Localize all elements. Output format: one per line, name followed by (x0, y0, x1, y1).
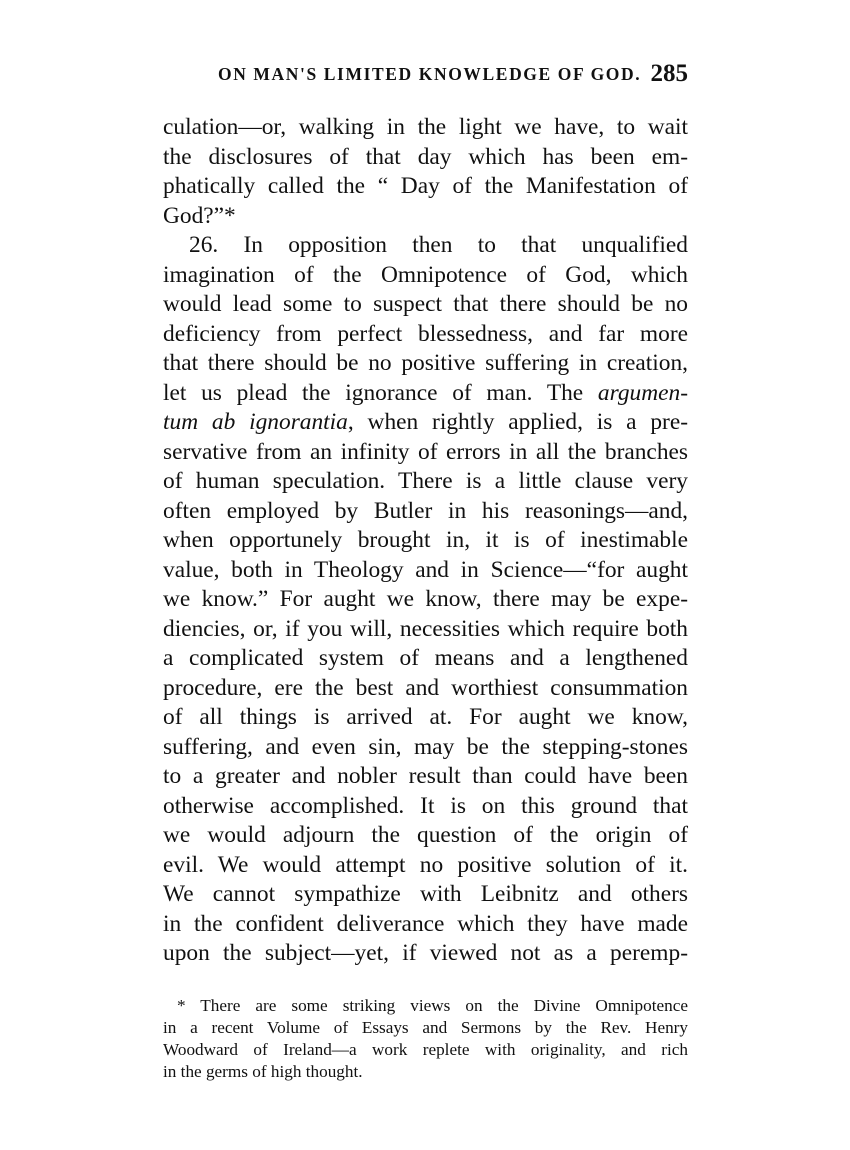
text-line: of all things is arrived at. For aught we know, (163, 704, 688, 730)
text-line: deficiency from perfect blessedness, and far more (163, 320, 688, 347)
text-line: we know.” For aught we know, there may be expe- (163, 586, 688, 612)
text-line: imagination of the Omnipotence of God, which (163, 261, 688, 288)
text-line: to a greater and nobler result than could have been (163, 763, 688, 789)
text-line: culation—or, walking in the light we have, to wait (163, 114, 688, 140)
text-line: diencies, or, if you will, necessities which require both (163, 615, 688, 642)
text-line: let us plead the ignorance of man. The argumen- (163, 379, 688, 406)
latin-phrase: tum ab ignorantia (163, 409, 348, 435)
text-line: would lead some to suspect that there should be no (163, 291, 688, 317)
text-line: we would adjourn the question of the origin of (163, 822, 688, 848)
text-line: value, both in Theology and in Science—“for aught (163, 556, 688, 583)
footnote-line: in a recent Volume of Essays and Sermons by the Rev. Henry (163, 1018, 688, 1037)
footnote-line: * There are some striking views on the Divine Omnipotence (177, 996, 688, 1015)
footnote-line: in the germs of high thought. (163, 1062, 363, 1081)
text-line: phatically called the “ Day of the Manifestation of (163, 173, 688, 199)
text-line: often employed by Butler in his reasonings—and, (163, 497, 688, 524)
text-line: when opportunely brought in, it is of inestimable (163, 527, 688, 553)
text-line: of human speculation. There is a little clause very (163, 468, 688, 494)
text-line: suffering, and even sin, may be the stepping-stones (163, 733, 688, 760)
body-text (163, 113, 688, 969)
text-line: otherwise accomplished. It is on this ground that (163, 792, 688, 819)
text-line: We cannot sympathize with Leibnitz and others (163, 881, 688, 907)
text-line: a complicated system of means and a lengthened (163, 645, 688, 671)
text-line: in the confident deliverance which they have made (163, 910, 688, 937)
page-number: 285 (650, 60, 688, 87)
footnote-line: Woodward of Ireland—a work replete with originality, and rich (163, 1040, 688, 1059)
text-line: God?”* (163, 202, 236, 229)
text-line: procedure, ere the best and worthiest consummation (163, 674, 688, 701)
text-line: upon the subject—yet, if viewed not as a peremp- (163, 940, 688, 966)
footnote (163, 995, 688, 1083)
text-line: that there should be no positive suffering in creation, (163, 350, 688, 376)
text-line: evil. We would attempt no positive solution of it. (163, 851, 688, 878)
running-title: ON MAN'S LIMITED KNOWLEDGE OF GOD. (218, 64, 642, 84)
text-line: the disclosures of that day which has been em- (163, 143, 688, 170)
text-line: servative from an infinity of errors in all the branches (163, 438, 688, 465)
paragraph-26-first-line: 26. In opposition then to that unqualified (189, 232, 688, 258)
latin-phrase: argumen- (597, 379, 688, 406)
text-line: tum ab ignorantia, when rightly applied, is a pre- (163, 409, 688, 435)
